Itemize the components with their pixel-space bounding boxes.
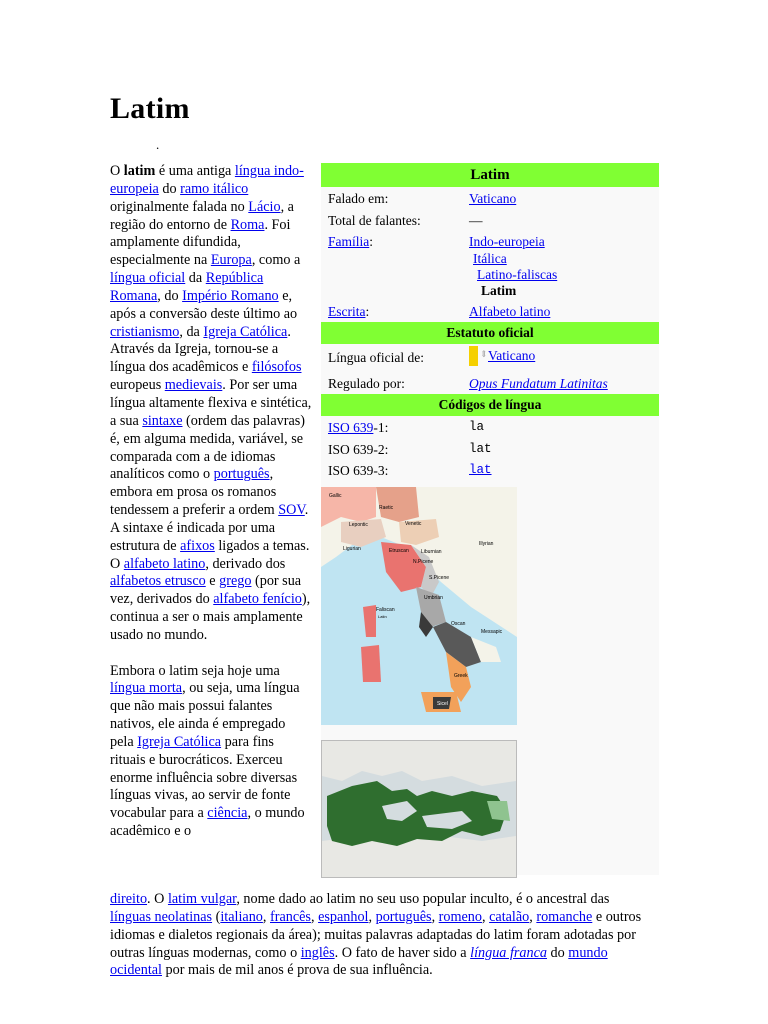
link-mundo-ocidental[interactable]: mundo ocidental [110,944,608,979]
row-regulado [321,372,659,394]
row-falado [321,187,659,209]
map1-label-sicel: Sicel [437,701,448,707]
link-lingua-oficial[interactable]: língua oficial [110,270,186,287]
row-iso3 [321,459,659,481]
text-span: e [205,573,220,590]
continuation-text [110,891,650,980]
iso639-link[interactable]: ISO 639 [328,420,374,436]
text-span: , [482,908,490,925]
iso2-value: lat [469,441,492,456]
text-span: , como a [251,252,301,269]
link-lingua-franca[interactable]: língua franca [470,944,547,961]
text-span: . O [147,891,168,907]
map1-label-etruscan: Etruscan [389,548,409,554]
row-lingua-oficial [321,344,659,372]
regulado-label: Regulado por: [328,376,405,392]
bold-term: latim [123,163,156,179]
map1-label-umbrian: Umbrian [424,595,443,601]
iso1-value: la [469,420,485,435]
link-alfabetos-etrusco[interactable]: alfabetos etrusco [110,573,206,590]
link-romeno[interactable]: romeno [438,908,482,925]
text-span: por mais de mil anos é prova de sua influência. [162,962,433,979]
row-total [321,209,659,231]
iso3-value-link[interactable]: lat [469,463,492,478]
link-frances[interactable]: francês [270,908,311,925]
link-igreja-catolica-2[interactable]: Igreja Católica [137,733,222,750]
link-lacio[interactable]: Lácio [248,198,281,215]
link-alfabeto-fenicio[interactable]: alfabeto fenício [213,591,302,608]
text-span: . Através da Igreja, tornou-se a língua dos acadêmicos e [110,323,291,376]
codigos-header: Códigos de língua [321,394,659,416]
row-escrita [321,300,659,322]
text-span: , o mundo acadêmico e o [110,805,305,840]
stray-dot: . [156,137,160,152]
text-span: , embora em prosa os romanos tendessem a preferir a ordem [110,466,279,519]
text-span: do [547,944,569,961]
vatican-flag-icon [469,346,478,366]
iso1-label [328,420,388,436]
link-sintaxe[interactable]: sintaxe [142,412,183,429]
familia-tree [469,234,557,299]
iso1-suffix: -1: [373,420,389,436]
text-span: ), continua a ser o mais amplamente usado no mundo. [110,591,311,643]
link-portugues-2[interactable]: português [375,908,432,925]
total-value: — [469,212,483,228]
text-span: . O fato de haver sido a [334,944,471,961]
link-direito[interactable]: direito [110,891,148,907]
link-medievais[interactable]: medievais [164,377,223,394]
link-republica-romana[interactable]: República Romana [110,270,264,304]
iso3-label: ISO 639-3: [328,463,389,479]
map1-label-raetic: Raetic [379,505,394,511]
fam-indo-europeia-link[interactable]: Indo-europeia [469,234,545,250]
familia-label [328,234,373,250]
map1-label-venetic: Venetic [405,521,422,527]
link-filosofos[interactable]: filósofos [251,359,302,376]
intro-column [110,163,312,841]
text-span: (ordem das palavras) é, em alguma medida, variável, se comparada com a de idiomas analíticos como o [110,412,306,483]
familia-link[interactable]: Família [328,234,370,250]
text-span: originalmente falada no [110,198,249,215]
regulado-link[interactable]: Opus Fundatum Latinitas [469,376,608,392]
link-sov[interactable]: SOV [278,502,305,519]
map1-label-ligurian: Ligurian [343,546,361,552]
text-span: , ou seja, uma língua que não mais possui falantes nativos, ele ainda é empregado pela [110,680,300,750]
iso2-label: ISO 639-2: [328,441,389,457]
map1-label-oscan: Oscan [451,621,466,627]
row-iso1 [321,416,659,438]
link-portugues[interactable]: português [213,466,270,483]
row-familia [321,230,659,300]
colon: : [369,234,374,250]
link-linguas-neolatinas[interactable]: línguas neolatinas [110,908,213,925]
flag-emblem-icon: ⇕ [480,349,488,360]
text-span: da [185,270,206,287]
link-ramo-italico[interactable]: ramo itálico [180,180,249,197]
page-title: Latim [110,92,190,125]
link-catalao[interactable]: catalão [489,908,530,925]
escrita-label [328,304,369,320]
estatuto-header: Estatuto oficial [321,322,659,344]
text-span: e outros idiomas e dialetos regionais da área); muitas palavras adaptadas do latim foram adotadas por outras línguas modernas, como o [110,908,642,961]
map1-label-spicene: S.Picene [429,575,450,581]
text-span: , [310,908,319,925]
text-span: O [110,163,124,179]
falado-label: Falado em: [328,191,389,206]
text-span: para fins rituais e burocráticos. Exerceu enorme influência sobre diversas línguas vivas, ao servir de fonte vocabular para a [110,733,298,822]
link-latim-vulgar[interactable]: latim vulgar [167,891,237,907]
text-span: , a região do entorno de [110,198,294,233]
colon: : [365,304,370,320]
link-afixos[interactable]: afixos [180,537,215,554]
link-igreja-catolica[interactable]: Igreja Católica [203,323,288,340]
text-span: , derivado dos [205,555,286,572]
map1-sardinia [361,645,381,682]
text-span: . A sintaxe é indicada por uma estrutura de [110,502,309,554]
ancient-italy-languages-map [321,487,517,725]
fam-latino-faliscas-link[interactable]: Latino-faliscas [477,266,558,282]
link-romanche[interactable]: romanche [536,908,593,925]
map1-label-illyrian: Illyrian [479,541,494,547]
text-span: . Foi amplamente difundida, especialmente na [110,216,291,269]
text-span: ( [212,908,221,925]
link-roma[interactable]: Roma [230,216,265,233]
link-italiano[interactable]: italiano [220,908,263,925]
fam-latim: Latim [481,282,517,298]
link-europa[interactable]: Europa [210,252,252,269]
second-paragraph-start [110,663,312,841]
text-span: , do [157,287,183,304]
text-span: , [262,908,270,925]
row-iso2 [321,438,659,460]
link-lingua-morta[interactable]: língua morta [110,680,183,697]
text-span: é uma antiga [155,163,235,179]
link-imperio-romano[interactable]: Império Romano [182,287,279,304]
fam-italica-link[interactable]: Itálica [473,250,507,266]
intro-paragraph [110,163,312,645]
map1-label-liburnian: Liburnian [421,549,442,555]
text-span: e, após a conversão deste último ao [110,287,298,322]
text-span: (por sua vez, derivados do [110,573,302,608]
text-span: ligados a temas. O [110,537,310,572]
map1-label-greek: Greek [454,673,468,679]
escrita-link[interactable]: Escrita [328,304,366,320]
text-span: , nome dado ao latim no seu uso popular inculto, é o ancestral das [236,891,610,907]
text-span: , [368,908,376,925]
falado-value-link[interactable]: Vaticano [469,191,517,206]
infobox-title: Latim [321,163,659,187]
lingua-oficial-value [469,346,535,366]
escrita-value-link[interactable]: Alfabeto latino [469,304,551,320]
link-alfabeto-latino[interactable]: alfabeto latino [123,555,206,572]
map1-label-messapic: Messapic [481,629,503,635]
map1-label-gallic: Gallic [329,493,342,499]
text-span: , [431,908,439,925]
map1-label-lepontic: Lepontic [349,522,368,528]
roman-empire-map [321,740,517,878]
link-lingua-indo-europeia[interactable]: língua indo-europeia [110,163,304,197]
link-grego[interactable]: grego [219,573,252,590]
text-span: europeus [110,377,165,394]
lingua-oficial-label: Língua oficial de: [328,350,424,366]
link-ingles[interactable]: inglês [300,944,335,961]
text-span: , da [179,323,204,340]
text-span: do [158,180,181,197]
link-ciencia[interactable]: ciência [207,805,248,822]
link-espanhol[interactable]: espanhol [318,908,369,925]
lingua-oficial-link[interactable]: Vaticano [488,348,536,364]
total-label: Total de falantes: [328,212,421,228]
text-span: . Por ser uma língua altamente flexiva e sintética, a sua [110,377,312,429]
map1-label-faliscan: Faliscan [376,607,395,613]
map1-label-npicene: N.Picene [413,559,434,565]
link-cristianismo[interactable]: cristianismo [110,323,180,340]
map1-label-latin: Latin [378,614,387,619]
text-span: Embora o latim seja hoje uma [110,662,280,679]
second-paragraph-continuation [110,891,650,980]
text-span: , [529,908,537,925]
